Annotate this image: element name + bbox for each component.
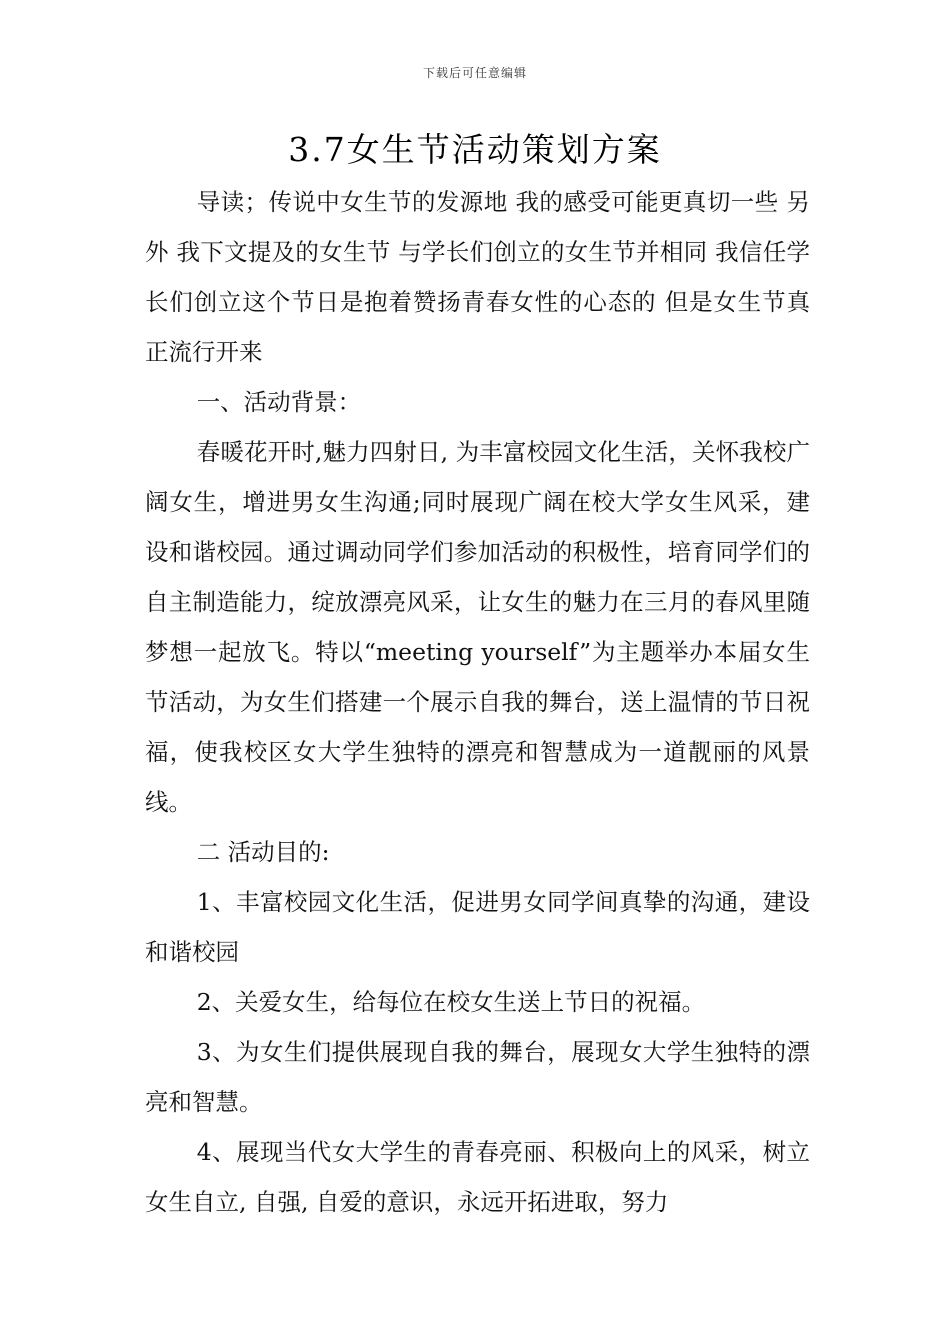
section-heading-purpose: 二 活动目的: [196, 838, 330, 866]
page-title: 3.7女生节活动策划方案 [288, 130, 662, 169]
purpose-item-3: 3、为女生们提供展现自我的舞台，展现女大学生独特的漂亮和智慧。 [145, 1038, 810, 1116]
purpose-item-4: 4、展现当代女大学生的青春亮丽、积极向上的风采，树立女生自立, 自强, 自爱的意识，永远开拓进取，努力 [145, 1138, 810, 1216]
header-note: 下载后可任意编辑 [422, 66, 527, 80]
intro-paragraph: 导读；传说中女生节的发源地 我的感受可能更真切一些 另外 我下文提及的女生节 与学长们创立的女生节并相同 我信任学长们创立这个节日是抱着赞扬青春女性的心态的 但是女生节真正流行开来 [145, 188, 810, 366]
background-paragraph: 春暖花开时,魅力四射日, 为丰富校园文化生活，关怀我校广阔女生，增进男女生沟通;同时展现广阔在校大学女生风采，建设和谐校园。通过调动同学们参加活动的积极性，培育同学们的自主制造能力，绽放漂亮风采，让女生的魅力在三月的春风里随梦想一起放飞。特以“meeting yourself”为主题举办本届女生节活动，为女生们搭建一个展示自我的舞台，送上温情的节日祝福，使我校区女大学生独特的漂亮和智慧成为一道靓丽的风景线。 [145, 438, 810, 816]
purpose-item-1: 1、丰富校园文化生活，促进男女同学间真挚的沟通，建设和谐校园 [145, 888, 810, 966]
document-body [145, 177, 810, 1227]
section-heading-background: 一、活动背景： [196, 388, 362, 416]
purpose-item-2: 2、关爱女生，给每位在校女生送上节日的祝福。 [196, 988, 706, 1016]
